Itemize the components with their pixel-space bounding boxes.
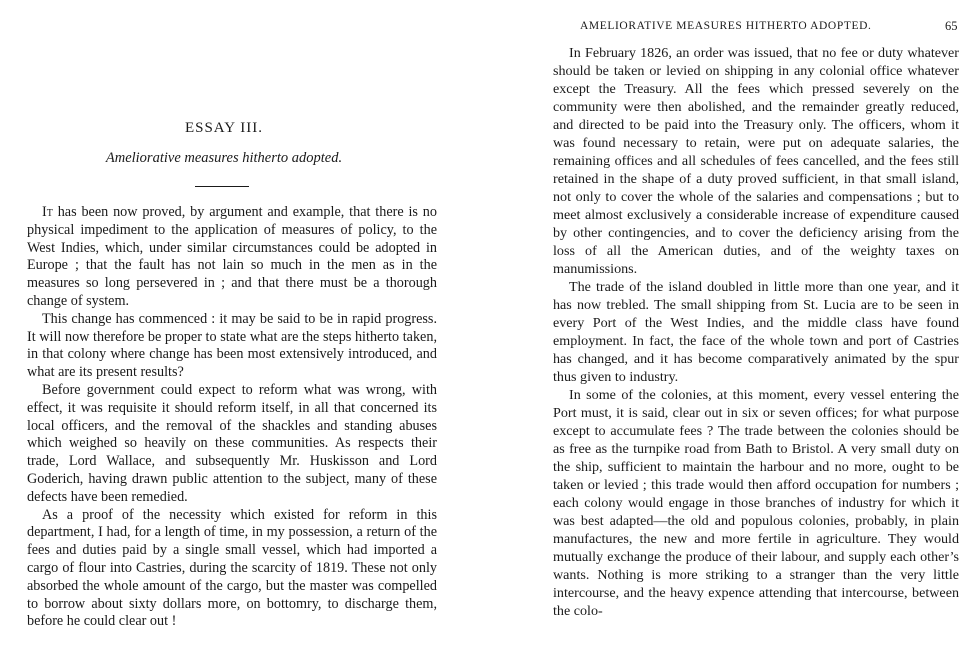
right-paragraph: The trade of the island doubled in little more than one year, and it has now trebled. The small shipping from St. Lucia are to be seen in every Port of the West Indies, and the middle class have found employment. In fact, the face of the whole town and port of Castries has changed, and it has become comparatively animated by the spur thus given to industry. bbox=[553, 279, 959, 385]
essay-title: ESSAY III. bbox=[184, 120, 264, 136]
running-head: AMELIORATIVE MEASURES HITHERTO ADOPTED. bbox=[580, 20, 872, 32]
right-body-text bbox=[553, 44, 959, 620]
paragraph-text: has been now proved, by argument and example, that there is no physical impediment to the application of measures of policy, to the West Indies, which, under similar circumstances could be adopted in Europe ; that the fault has not lain so much in the men as in the measures so long persevered in ; and that there must be a thorough change of system. bbox=[27, 204, 437, 309]
left-paragraph bbox=[27, 382, 437, 507]
page-number: 65 bbox=[945, 19, 958, 33]
right-page bbox=[540, 0, 980, 662]
right-paragraph: In some of the colonies, at this moment, every vessel entering the Port must, it is said, clear out in six or seven offices; for what purpose except to accumulate fees ? The trade between the colonies should be as free as the turnpike road from Bath to Bristol. A very small duty on the ship, sufficient to maintain the harbour and no more, ought to be taken or levied ; this trade would then afford occupation for numbers ; each colony would engage in those branches of industry for which it was best adapted—the old and populous colonies, probably, in plain manufactures, the new and more fertile in agriculture. They would mutually exchange the produce of their labour, and supply each other’s wants. Nothing is more striking to a stranger than the very little intercourse, and the heavy expence attending that intercourse, between the colo- bbox=[553, 387, 959, 619]
right-paragraph: In February 1826, an order was issued, that no fee or duty whatever should be taken or levied on shipping in any colonial office whatever except the Treasury. All the fees which pressed severely on the community were then abolished, and the remainder greatly reduced, and directed to be paid into the Treasury only. The officers, whom it was found necessary to retain, were put on adequate salaries, the remaining offices and all schedules of fees cancelled, and the fees still retained in the shape of a duty proved sufficient, in that small island, not only to cover the whole of the salaries and compensations ; but to meet almost exclusively a considerable increase of expenditure caused by other contingencies, and to cover the deficiency arising from the loss of all the American duties, and of the weighty taxes on manumissions. bbox=[553, 45, 959, 277]
paragraph-text: As a proof of the necessity which existed for reform in this department, I had, for a length of time, in my possession, a return of the fees and duties paid by a single small vessel, which had imported a cargo of flour into Castries, during the scarcity of 1819. These not only absorbed the whole amount of the cargo, but the master was compelled to borrow about sixty dollars more, on bottomry, to discharge them, before he could clear out ! bbox=[27, 506, 437, 630]
left-paragraph bbox=[27, 204, 437, 311]
essay-subtitle: Ameliorative measures hitherto adopted. bbox=[105, 150, 343, 166]
left-body-text bbox=[27, 204, 437, 631]
left-paragraph bbox=[27, 507, 437, 632]
title-divider bbox=[195, 186, 249, 187]
dropcap: It bbox=[42, 204, 53, 220]
paragraph-text: Before government could expect to reform what was wrong, with effect, it was requisite it should reform itself, in all that concerned its local officers, and the removal of the shackles and standing abuses which weighed so heavily on these communities. As respects their trade, Lord Wallace, and subsequently Mr. Huskisson and Lord Goderich, having drawn public attention to the subject, many of these defects have been remedied. bbox=[27, 381, 437, 505]
left-paragraph bbox=[27, 311, 437, 382]
paragraph-text: This change has commenced : it may be said to be in rapid progress. It will now therefore be proper to state what are the steps hitherto taken, in that colony where change has been most extensively introduced, and what are its present results? bbox=[27, 310, 437, 381]
left-page bbox=[0, 0, 470, 662]
